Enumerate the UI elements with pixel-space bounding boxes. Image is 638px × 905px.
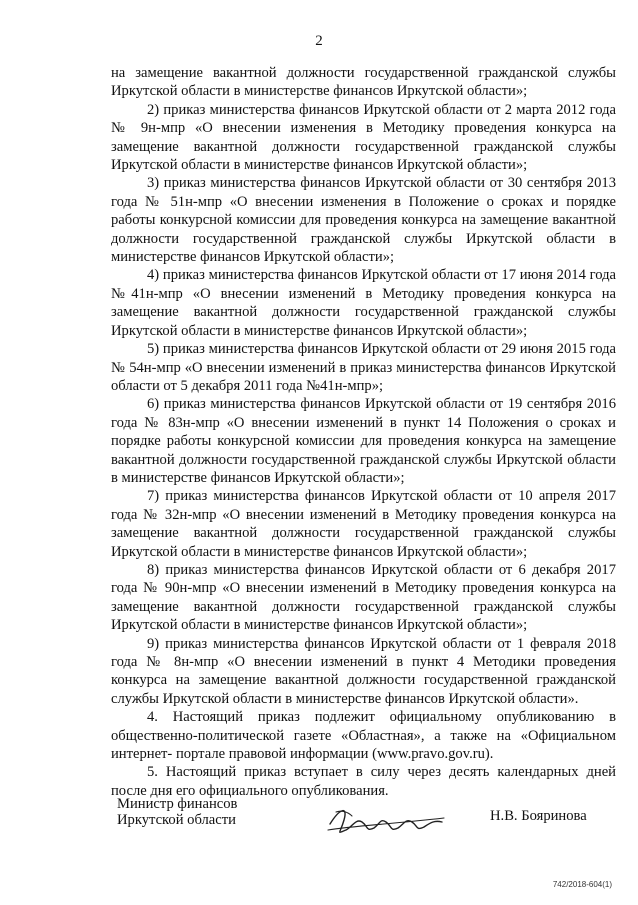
paragraph-clause-4: 4. Настоящий приказ подлежит официальному опубликованию в общественно-политической газете «Областная», а также на «Официальном интернет- портале правовой информации (www.pravo.gov.ru). [111,709,616,763]
handwritten-signature [322,800,452,842]
signatory-title-line2: Иркутской области [117,812,236,828]
paragraph-item-8: 8) приказ министерства финансов Иркутской области от 6 декабря 2017 года № 90н-мпр «О внесении изменений в Методику проведения конкурса на замещение вакантной должности государственной гражданской службы Иркутской области в министерстве финансов Иркутской области»; [111,561,616,634]
signatory-title [117,796,237,828]
paragraph-item-5: 5) приказ министерства финансов Иркутской области от 29 июня 2015 года № 54н-мпр «О внесении изменений в приказ министерства финансов Иркутской области от 5 декабря 2011 года №41н-мпр»; [111,341,616,394]
paragraph-clause-5: 5. Настоящий приказ вступает в силу через десять календарных дней после дня его официального опубликования. [111,764,616,799]
paragraph-item-6: 6) приказ министерства финансов Иркутской области от 19 сентября 2016 года № 83н-мпр «О внесении изменений в пункт 14 Положения о сроках и порядке работы конкурсной комиссии для проведения конкурса на замещение вакантной должности государственной гражданской службы Иркутской области в министерстве финансов Иркутской области»; [111,396,616,486]
paragraph-item-4: 4) приказ министерства финансов Иркутской области от 17 июня 2014 года №41н-мпр «О внесении изменений в Методику проведения конкурса на замещение вакантной должности государственной гражданской службы Иркутской области в министерстве финансов Иркутской области»; [111,267,616,339]
signer-name: Н.В. Бояринова [490,808,587,824]
paragraph-item-7: 7) приказ министерства финансов Иркутской области от 10 апреля 2017 года № 32н-мпр «О внесении изменений в Методику проведения конкурса на замещение вакантной должности государственной гражданской службы Иркутской области в министерстве финансов Иркутской области»; [111,488,616,560]
document-body [111,64,616,800]
paragraph-continuation: на замещение вакантной должности государственной гражданской службы Иркутской области в министерстве финансов Иркутской области»; [111,65,616,100]
paragraph-item-9: 9) приказ министерства финансов Иркутской области от 1 февраля 2018 года № 8н-мпр «О внесении изменений в пункт 4 Методики проведения конкурса на замещение вакантной должности государственной гражданской службы Иркутской области в министерстве финансов Иркутской области». [111,635,616,707]
paragraph-item-2: 2) приказ министерства финансов Иркутской области от 2 марта 2012 года № 9н-мпр «О внесении изменения в Методику проведения конкурса на замещение вакантной должности государственной гражданской службы Иркутской области в министерстве финансов Иркутской области»; [111,101,616,174]
paragraph-item-3: 3) приказ министерства финансов Иркутской области от 30 сентября 2013 года № 51н-мпр «О внесении изменения в Положение о сроках и порядке работы конкурсной комиссии для проведения конкурса на замещение вакантной должности государственной гражданской службы Иркутской области в министерстве финансов Иркутской области»; [111,175,616,266]
page-number: 2 [315,33,323,49]
signatory-title-line1: Министр финансов [117,796,238,812]
document-registration-code: 742/2018-604(1) [552,880,612,889]
